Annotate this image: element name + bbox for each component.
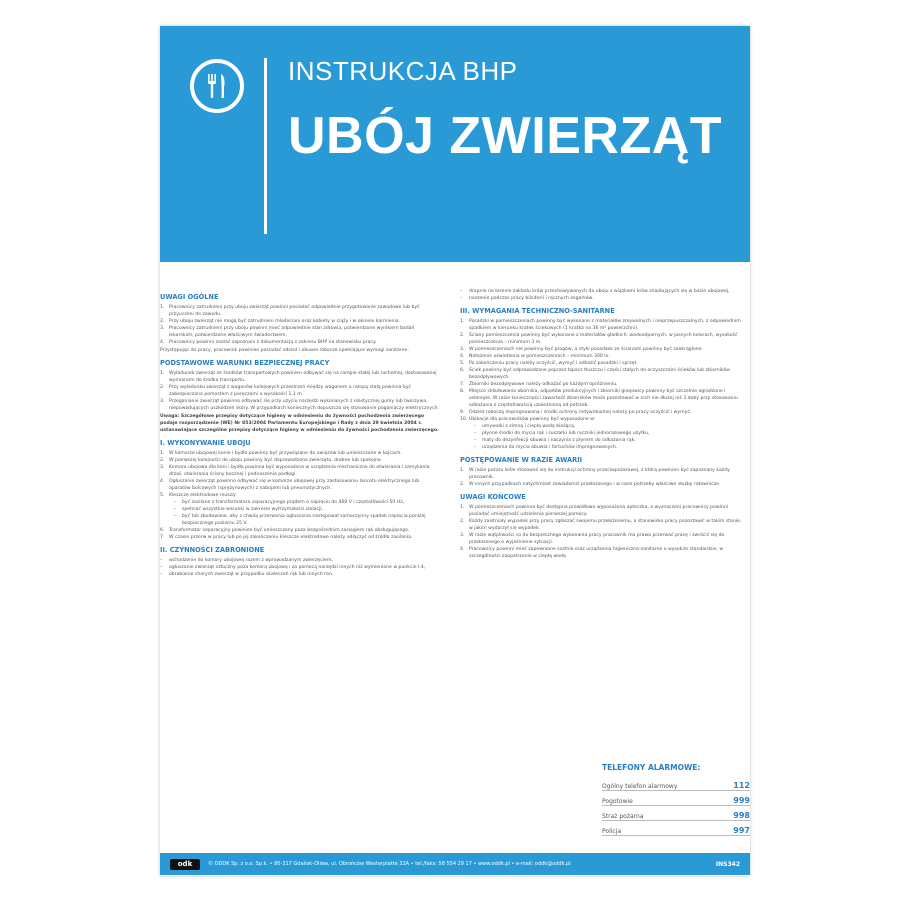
list-item: 5. Po zakończeniu pracy należy oczyścić, wymyć i odkazić posadzki i sprzęt. <box>460 361 638 366</box>
left-column <box>160 288 440 578</box>
sub-item: – płynne środki do mycia rąk i suszarki lub ręczniki jednorazowego użytku, <box>474 431 650 436</box>
alarm-row: Policja 997 <box>602 821 750 836</box>
list-item: 4. Pracownicy powinni mieć zapewnione szafnie oraz urządzenia higieniczno-sanitarne o wysokim standardzie, w szczególności zaopatrzenie w ciepłą wodę. <box>460 547 724 559</box>
list-item: 2. Przy uboju zwierząt nie mogą być zatrudnieni młodociani oraz kobiety w ciąży i w okresie karmienia. <box>160 319 401 324</box>
list-item: 2. W innych przypadkach natychmiast zawiadomić przełożonego i w razie potrzeby właściwe służby ratownicze. <box>460 482 721 487</box>
list-item: 4. Ogłuszanie zwierząt powinno odbywać się w komorze ubojowej przy zastosowaniu lancetu elektrycznego lub aparatów bolcowych (sprężynowych) z nabojami lub pneumatycznych. <box>160 479 420 491</box>
sub-item: – maty do dezynfekcji obuwia i naczynia z płynem do odkażania rąk, <box>474 438 636 443</box>
fork-knife-icon <box>190 59 244 113</box>
list-item: 6. Transformator separacyjny powinien być umieszczony poza bezpośrednim zasięgiem rąk obsługującego. <box>160 528 410 533</box>
alarm-title: TELEFONY ALARMOWE: <box>602 763 701 772</box>
sub-item: – umywalki z zimną i ciepłą wodą bieżącą, <box>474 424 576 429</box>
list-item: 5. Kleszcze elektrodowe muszą: <box>160 493 237 498</box>
list-item: 3. W razie wątpliwości co do bezpiecznego wykonania pracy pracownik ma prawo przerwać pracę i zwrócić się do przełożonego o wyjaśnienie sytuacji. <box>460 533 725 545</box>
list-item: 2. Ściany pomieszczenia powinny być wykonane z materiałów gładkich, wodoodpornych, w jasnych kolorach, wysokość pomieszczenia – minimum 3 m. <box>460 333 738 345</box>
list-item: – noszenie podczas pracy biżuterii i ręcznych zegarków. <box>460 296 594 301</box>
list-item: 3. Pracownicy zatrudnieni przy uboju powinni mieć odpowiednie stan zdrowia, potwierdzone wynikiem badań lekarskich, potwierdzone właściwym świadectwem. <box>160 326 415 338</box>
alarm-phones-box <box>602 763 750 836</box>
list-item: – wchodzenie do komory ubojowej razem z wprowadzanym zwierzęciem, <box>160 558 333 563</box>
alarm-row: Pogotowie 999 <box>602 791 750 806</box>
section-title: II. CZYNNOŚCI ZABRONIONE <box>160 546 265 554</box>
instruction-sheet <box>160 26 750 876</box>
list-item: – drapnie na terenie zakładu krów przechowywanych do uboju z wiązkami krów znajdujących się w bazie ubojowej, <box>460 289 730 294</box>
list-item: 3. Przeganianie zwierząt powinno odbywać się przy użyciu narzędzi wykonanych z elastycznej gumy lub tworzywa, niepowodujących uszkodzeń skóry. W przypadkach koniecznych dopuszcza się stosowanie poganiaczy elektrycznych. <box>160 399 439 411</box>
list-item: 2. Przy wyładunku zwierząt z wagonów kolejowych przestrzeń między wagonem a rampą stałą powinna być zabezpieczona pomostem z poręczami o wysokości 1,1 m. <box>160 385 412 397</box>
sub-item: – urządzenia do mycia obuwia i fartuchów impregnowanych. <box>474 445 618 450</box>
list-item: 3. Komora ubojowa dla koni i bydła powinna być wyposażona w urządzenia mechaniczne do otwierania i zamykania drzwi, otwierania ściany bocznej i podnoszenia podłogi. <box>160 465 430 477</box>
list-item: 6. Ściek powinny być odprowadzane poprzez łapacz tłuszczu i części stałych do oczyszczalni ścieków lub zbiorników bezodpływowych. <box>460 368 731 380</box>
list-item: 1. Wyładunek zwierząt ze środków transportowych powinien odbywać się na rampie stałej lub ruchomej, dostosowanej wymiarami do środka transportu. <box>160 371 437 383</box>
section-title: UWAGI OGÓLNE <box>160 293 219 301</box>
section-title: POSTĘPOWANIE W RAZIE AWARII <box>460 456 583 464</box>
list-item: 1. W komorze ubojowej konie i bydło powinny być przywiązane do uwięzów lub umieszczone w kojcach. <box>160 451 402 456</box>
section-title: PODSTAWOWE WARUNKI BEZPIECZNEJ PRACY <box>160 359 330 367</box>
list-item: 2. Każdy zaistniały wypadek przy pracy zgłaszać swojemu przełożonemu, a stanowisko pracy pozostawić w takim stanie, w jakim wydarzył się wypadek. <box>460 519 742 531</box>
sub-item: – być zasilane z transformatora separacyjnego prądem o napięciu do 460 V i częstotliwości 50 Hz, <box>174 500 405 505</box>
footer-text: © ODDK Sp. z o.o. Sp.k. • 80-317 Gdańsk-Oliwa, ul. Obrońców Westerplatte 32A • tel./faks: 58 554 29 17 • www.oddk.pl • e-mail: oddk@oddk.pl <box>208 861 571 867</box>
sub-item: – spełniać wszystkie warunki w zakresie wytrzymałości izolacji, <box>174 507 323 512</box>
section-title: I. WYKONYWANIE UBOJU <box>160 439 251 447</box>
list-item: 1. W pomieszczeniach powinna być dostępna prawidłowo wyposażona apteczka, a wyznaczeni pracownicy powinni posiadać umiejętność udzielenia pierwszej pomocy. <box>460 505 729 517</box>
paragraph: Przystępując do pracy, pracownik powinien posiadać odzież i obuwie robocze spełniające wymogi sanitarne. <box>160 348 409 353</box>
list-item: – obrabianie chorych zwierząt w przypadku skaleczeń rąk lub innych ran, <box>160 572 334 577</box>
document-code: INS342 <box>715 860 740 868</box>
alarm-row: Ogólny telefon alarmowy 112 <box>602 776 750 791</box>
list-item: – ogłuszanie zwierząt sztuczny poza komorą ubojową i za pomocą narzędzi innych niż wymienione w punkcie I.4, <box>160 565 426 570</box>
list-item: 4. Natężenie oświetlenia w pomieszczeniach – minimum 300 lx. <box>460 354 610 359</box>
list-item: 3. W pomieszczeniach nie powinny być progów, a styki posadzek ze ścianami powinny być zaokrąglone. <box>460 347 703 352</box>
list-item: 2. W pierwszej kolejności do uboju powinny być doprowadzone zwierzęta, drobne lub spokojne. <box>160 458 383 463</box>
header-banner <box>160 26 750 262</box>
list-item: 7. W czasie przerw w pracy lub po jej zakończeniu kleszcze elektrodowe należy odłączyć od źródła zasilania. <box>160 535 413 540</box>
note-paragraph: Uwaga: Szczegółowe przepisy dotyczące higieny w odniesieniu do żywności pochodzenia zwierzęcego podaje rozporządzenie (WE) Nr 853/2004 Parlamentu Europejskiego i Rady z dnia 29 kwietnia 2004 r. ustanawiające szczególne przepisy dotyczące higieny w odniesieniu do żywności pochodzenia zwierzęcego. <box>160 414 439 433</box>
list-item: 1. Posadzki w pomieszczeniach powinny być wykonane z materiałów zmywalnych i nieprzepuszczalnych, z odpowiednim spadkiem w kierunku kratek ściekowych (1 kratka na 36 m² powierzchni). <box>460 319 741 331</box>
list-item: 8. Miejsce składowania obornika, odpadów produkcyjnych i zbiorniki gnojowicy powinny być szczelnie ogrodzone i osłonięte. W razie konieczności zawartość zbiorników może pozostawać w nich nie dłużej niż 3 doby przy stosowaniu odkażania z częstotliwością uzależnioną od potrzeb. <box>460 389 738 408</box>
publisher-logo: odk <box>170 859 200 870</box>
header-divider <box>264 58 267 234</box>
alarm-row: Straż pożarna 998 <box>602 806 750 821</box>
document-subtitle: INSTRUKCJA BHP <box>288 56 518 86</box>
sub-item: – być tak zbudowane, aby z chwilą przerwania ogłuszania następował samoczynny spadek napięcia poniżej bezpiecznego poziomu 25 V. <box>174 514 426 526</box>
right-column <box>460 288 744 560</box>
document-title: UBÓJ ZWIERZĄT <box>288 107 723 165</box>
list-item: 1. W razie pożaru leśle stosować się do instrukcji ochrony przeciwpożarowej, z którą powinien być zapoznany każdy pracownik. <box>460 468 730 480</box>
section-title: III. WYMAGANIA TECHNICZNO-SANITARNE <box>460 307 615 315</box>
footer-bar <box>160 853 750 875</box>
list-item: 4. Pracownicy powinni zostać zapoznani z dokumentacją z zakresu BHP na stanowisku pracy. <box>160 340 377 345</box>
list-item: 9. Odzież roboczą impregnowaną i środki ochrony indywidualnej należy po pracy oczyścić i wymyć. <box>460 410 692 415</box>
section-title: UWAGI KOŃCOWE <box>460 493 526 501</box>
list-item: 7. Zbiorniki bezodpływowe należy odkażać po każdym opróżnieniu. <box>460 382 618 387</box>
list-item: 1. Pracownicy zatrudnieni przy uboju zwierząt powinni posiadać odpowiednie przygotowanie zawodowe lub być przyuczeni do zawodu. <box>160 305 420 317</box>
list-item: 10. Ubikacje dla pracowników powinny być wyposażone w: <box>460 417 596 422</box>
